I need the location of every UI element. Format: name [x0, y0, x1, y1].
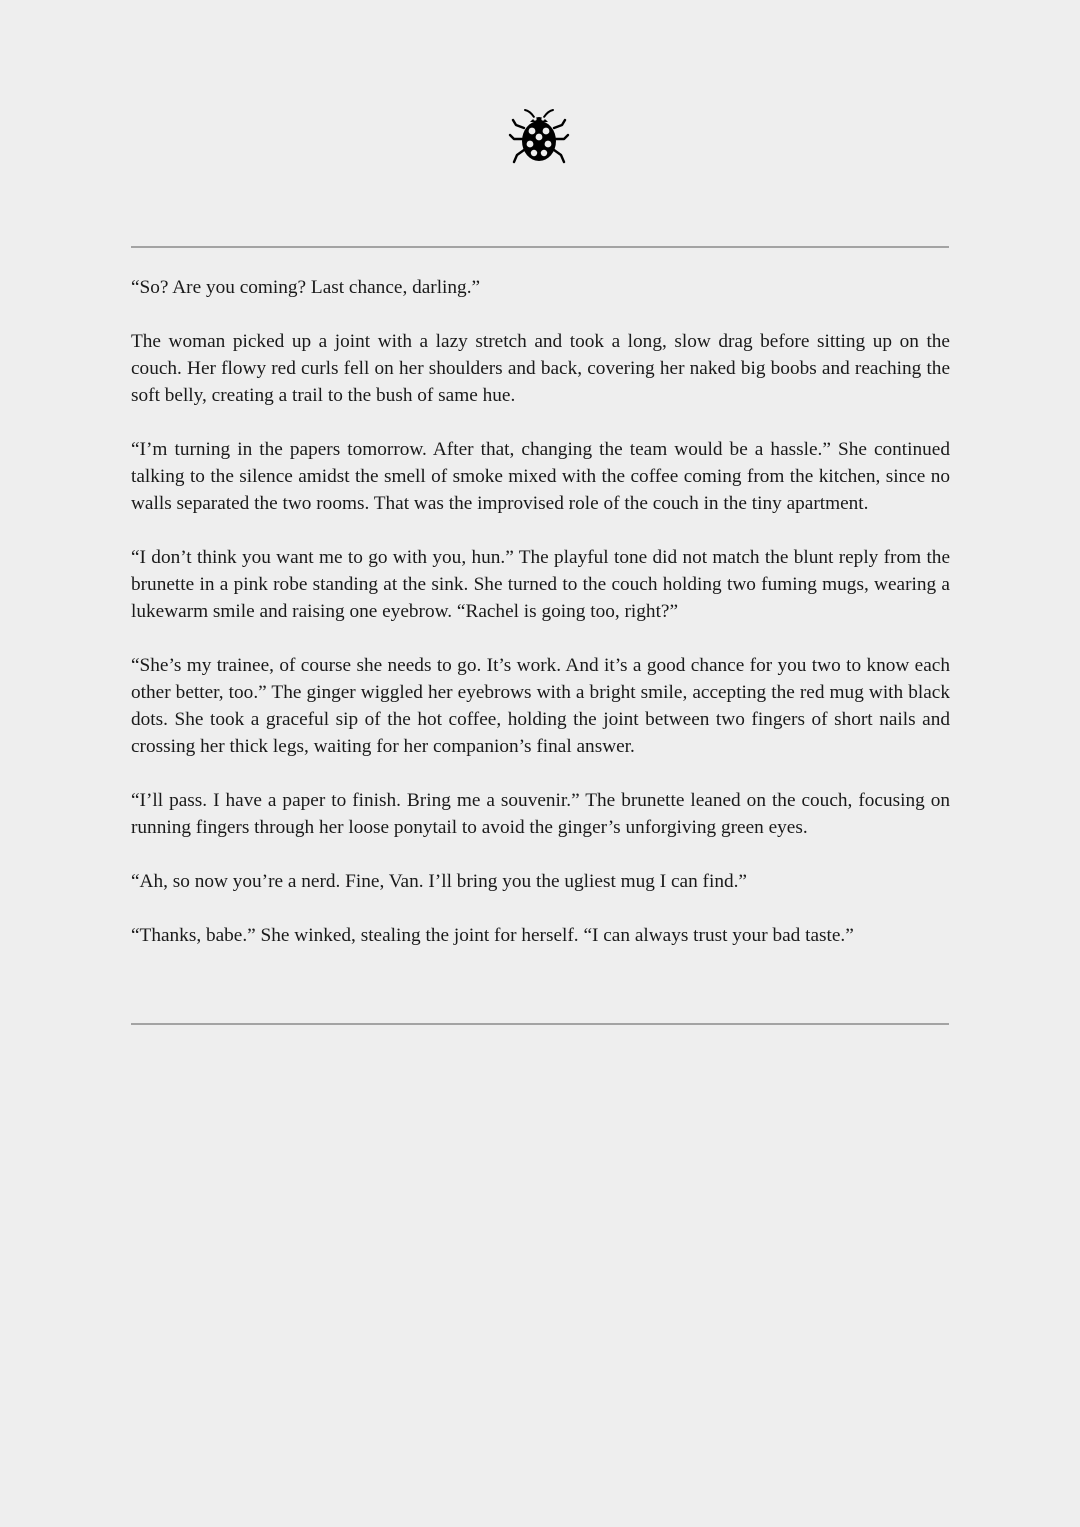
ladybug-icon: [508, 106, 570, 168]
paragraph-8: “Thanks, babe.” She winked, stealing the joint for herself. “I can always trust your bad taste.”: [131, 925, 854, 946]
top-divider: [131, 246, 949, 248]
bottom-divider: [131, 1023, 949, 1025]
paragraph-3: “I’m turning in the papers tomorrow. After that, changing the team would be a hassle.” She continued talking to the silence amidst the smell of smoke mixed with the coffee coming from the kitchen, since no walls separated the two rooms. That was the improvised role of the couch in the tiny apartment.: [131, 439, 950, 514]
paragraph-5: “She’s my trainee, of course she needs to go. It’s work. And it’s a good chance for you two to know each other better, too.” The ginger wiggled her eyebrows with a bright smile, accepting the red mug with black dots. She took a graceful sip of the hot coffee, holding the joint between two fingers of short nails and crossing her thick legs, waiting for her companion’s final answer.: [131, 655, 950, 757]
paragraph-1: “So? Are you coming? Last chance, darling.”: [131, 277, 481, 298]
paragraph-7: “Ah, so now you’re a nerd. Fine, Van. I’ll bring you the ugliest mug I can find.”: [131, 871, 747, 892]
paragraph-4: “I don’t think you want me to go with you, hun.” The playful tone did not match the blunt reply from the brunette in a pink robe standing at the sink. She turned to the couch holding two fuming mugs, wearing a lukewarm smile and raising one eyebrow. “Rachel is going too, right?”: [131, 547, 950, 622]
paragraph-6: “I’ll pass. I have a paper to finish. Bring me a souvenir.” The brunette leaned on the couch, focusing on running fingers through her loose ponytail to avoid the ginger’s unforgiving green eyes.: [131, 790, 950, 838]
paragraph-2: The woman picked up a joint with a lazy stretch and took a long, slow drag before sitting up on the couch. Her flowy red curls fell on her shoulders and back, covering her naked big boobs and reaching the soft belly, creating a trail to the bush of same hue.: [131, 331, 950, 406]
story-text: [131, 274, 950, 976]
